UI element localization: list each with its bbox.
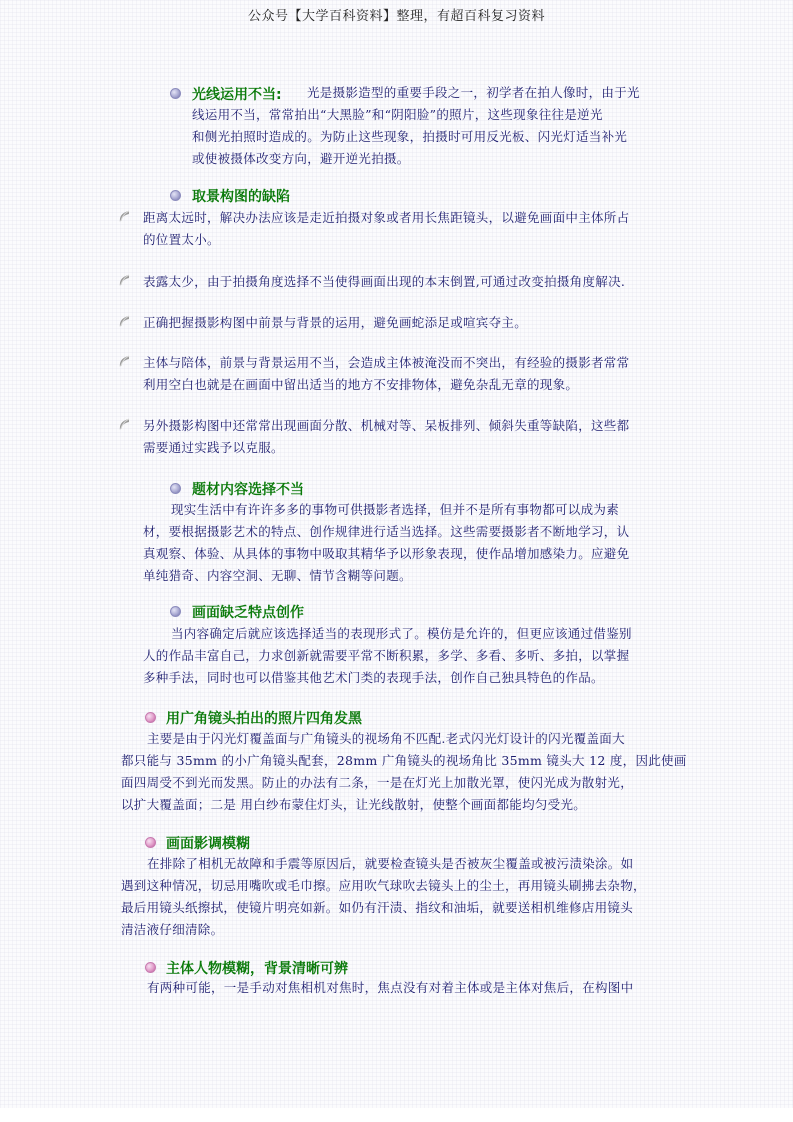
text-line: 多种手法，同时也可以借鉴其他艺术门类的表现手法，创作自己独具特色的作品。 [143, 670, 604, 685]
text-line: 有两种可能，一是手动对焦相机对焦时，焦点没有对着主体或是主体对焦后，在构图中 [147, 980, 634, 995]
composition-item [143, 352, 683, 396]
bullet-icon [170, 606, 181, 617]
composition-item [143, 271, 683, 293]
section-heading-wide-angle: 用广角镜头拍出的照片四角发黑 [166, 711, 362, 727]
bullet-icon [170, 88, 181, 99]
text-line: 主要是由于闪光灯覆盖面与广角镜头的视场角不匹配.老式闪光灯设计的闪光覆盖面大 [147, 731, 625, 746]
curl-bullet-icon [118, 274, 131, 288]
section-text-blur [121, 853, 681, 941]
text-line: 最后用镜头纸擦拭，使镜片明亮如新。如仍有汗渍、指纹和油垢，就要送相机维修店用镜头 [121, 900, 634, 915]
text-line: 光是摄影造型的重要手段之一，初学者在拍人像时，由于光 [307, 85, 640, 100]
bullet-icon [170, 483, 181, 494]
text-line: 人的作品丰富自己，力求创新就需要平常不断积累，多学、多看、多听、多拍，以掌握 [143, 648, 630, 663]
curl-bullet-icon [118, 355, 131, 369]
text-line: 当内容确定后就应该选择适当的表现形式了。模仿是允许的，但更应该通过借鉴别 [171, 626, 632, 641]
curl-bullet-icon [118, 315, 131, 329]
section-heading-blur: 画面影调模糊 [166, 836, 250, 852]
section-heading-creation: 画面缺乏特点创作 [192, 605, 304, 621]
text-line: 的位置太小。 [143, 232, 220, 247]
curl-bullet-icon [118, 418, 131, 432]
section-heading-focus: 主体人物模糊，背景清晰可辨 [166, 961, 348, 977]
section-heading-light: 光线运用不当: [192, 87, 282, 103]
text-line: 在排除了相机无故障和手震等原因后，就要检查镜头是否被灰尘覆盖或被污渍染涂。如 [147, 856, 634, 871]
bullet-icon [170, 190, 181, 201]
text-line: 材，要根据摄影艺术的特点、创作规律进行适当选择。这些需要摄影者不断地学习，认 [143, 524, 630, 539]
text-line: 表露太少，由于拍摄角度选择不当使得画面出现的本末倒置,可通过改变拍摄角度解决. [143, 274, 626, 289]
curl-bullet-icon [118, 210, 131, 224]
bullet-icon [145, 837, 156, 848]
section-text-wide-angle [121, 728, 687, 816]
text-line: 距离太远时，解决办法应该是走近拍摄对象或者用长焦距镜头，以避免画面中主体所占 [143, 210, 630, 225]
composition-item [143, 312, 683, 334]
text-line: 单纯猎奇、内容空洞、无聊、情节含糊等问题。 [143, 568, 412, 583]
section-heading-subject: 题材内容选择不当 [192, 482, 304, 498]
composition-item [143, 207, 683, 251]
section-text-creation [143, 623, 683, 689]
composition-item [143, 415, 683, 459]
text-line: 主体与陪体，前景与背景运用不当，会造成主体被淹没而不突出，有经验的摄影者常常 [143, 355, 630, 370]
section-text-light [192, 82, 678, 170]
text-line: 现实生活中有许许多多的事物可供摄影者选择，但并不是所有事物都可以成为素 [171, 502, 620, 517]
section-text-focus [121, 977, 681, 999]
page-header: 公众号【大学百科资料】整理，有超百科复习资料 [247, 9, 545, 24]
bullet-icon [145, 962, 156, 973]
section-heading-composition: 取景构图的缺陷 [192, 189, 290, 205]
text-line: 面四周受不到光而发黑。防止的办法有二条，一是在灯光上加散光罩，使闪光成为散射光， [121, 775, 634, 790]
text-line: 正确把握摄影构图中前景与背景的运用，避免画蛇添足或喧宾夺主。 [143, 315, 528, 330]
text-line: 和侧光拍照时造成的。为防止这些现象，拍摄时可用反光板、闪光灯适当补光 [192, 129, 628, 144]
text-line: 真观察、体验、从具体的事物中吸取其精华予以形象表现，使作品增加感染力。应避免 [143, 546, 630, 561]
text-line: 遇到这种情况，切忌用嘴吹或毛巾擦。应用吹气球吹去镜头上的尘土，再用镜头刷拂去杂物， [121, 878, 646, 893]
text-line: 都只能与 35mm 的小广角镜头配套，28mm 广角镜头的视场角比 35mm 镜头大 12 度，因此使画 [121, 753, 687, 768]
text-line: 清洁液仔细清除。 [121, 922, 224, 937]
text-line: 以扩大覆盖面；二是 用白纱布蒙住灯头，让光线散射，使整个画面都能均匀受光。 [121, 797, 587, 812]
section-text-subject [143, 499, 683, 587]
text-line: 另外摄影构图中还常常出现画面分散、机械对等、呆板排列、倾斜失重等缺陷，这些都 [143, 418, 630, 433]
text-line: 线运用不当，常常拍出“大黑脸”和“阴阳脸”的照片，这些现象往往是逆光 [192, 107, 603, 122]
text-line: 需要通过实践予以克服。 [143, 440, 284, 455]
text-line: 或使被摄体改变方向，避开逆光拍摄。 [192, 151, 410, 166]
bullet-icon [145, 712, 156, 723]
text-line: 利用空白也就是在画面中留出适当的地方不安排物体，避免杂乱无章的现象。 [143, 377, 579, 392]
